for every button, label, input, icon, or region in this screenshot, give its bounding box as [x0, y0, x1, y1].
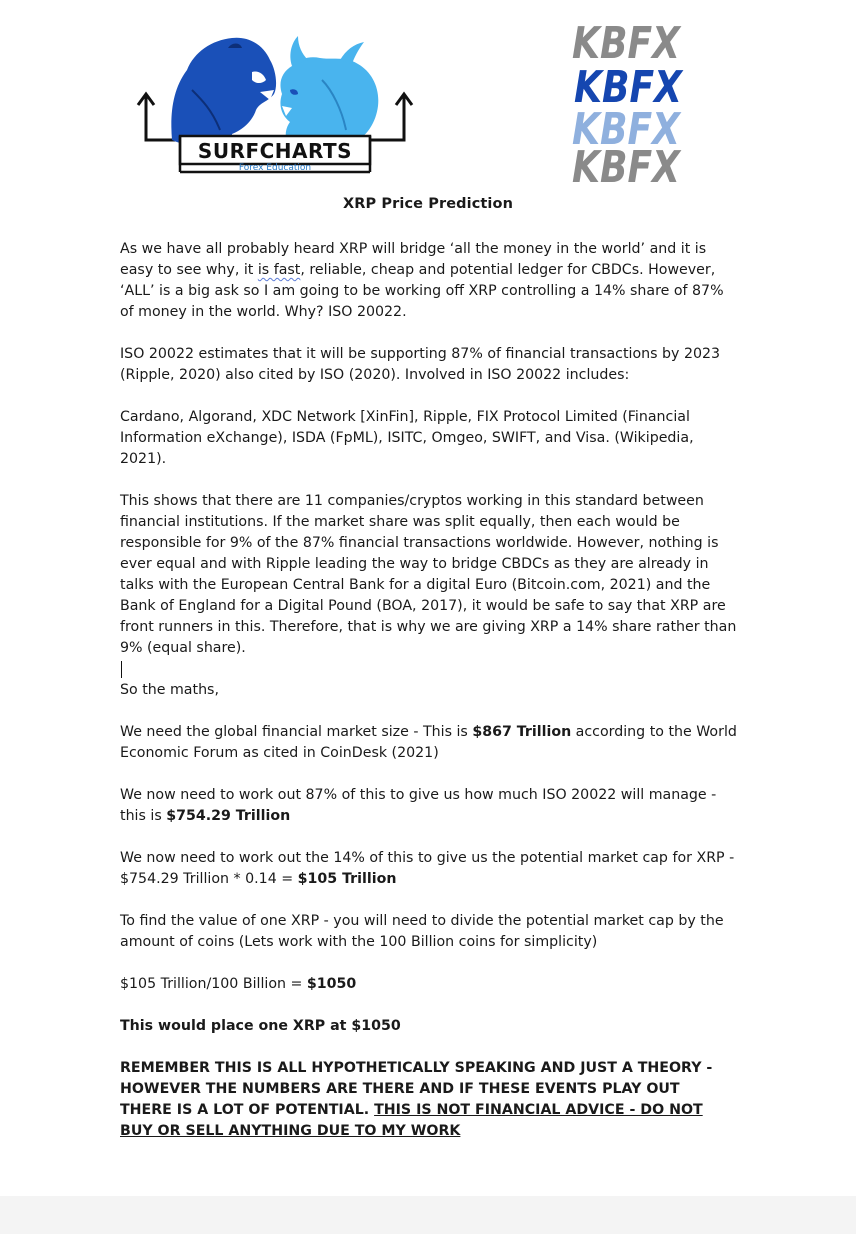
paragraph-iso-members: Cardano, Algorand, XDC Network [XinFin], Ripple, FIX Protocol Limited (Financial Information eXchange), ISDA (FpML), ISITC, Omgeo, SWIFT, and Visa. (Wikipedia, 2021).	[120, 409, 694, 467]
surfcharts-tagline: Forex Education	[238, 163, 312, 173]
paragraph-calculation: $105 Trillion/100 Billion = $1050	[120, 976, 357, 992]
kbfx-line-3: KBFX	[572, 104, 682, 155]
bull-icon	[280, 36, 378, 148]
page-title: XRP Price Prediction	[343, 196, 513, 212]
kbfx-line-4: KBFX	[572, 142, 682, 193]
surfcharts-logo	[132, 30, 417, 178]
kbfx-logo	[568, 18, 686, 193]
kbfx-line-1: KBFX	[572, 18, 682, 69]
not-financial-advice: THIS IS NOT FINANCIAL ADVICE - DO NOT BUY OR SELL ANYTHING DUE TO MY WORK	[120, 1102, 703, 1139]
paragraph-market-share: This shows that there are 11 companies/cryptos working in this standard between financial institutions. If the market share was split equally, then each would be responsible for 9% of the 87% financial transactions worldwide. However, nothing is ever equal and with Ripple leading the way to bridge CBDCs as they are already in talks with the European Central Bank for a digital Euro (Bitcoin.com, 2021) and the Bank of England for a Digital Pound (BOA, 2017), it would be safe to say that XRP are front runners in this. Therefore, that is why we are giving XRP a 14% share rather than 9% (equal share).	[120, 493, 737, 656]
surfcharts-brand: SURFCHARTS	[197, 139, 353, 163]
paragraph-disclaimer: REMEMBER THIS IS ALL HYPOTHETICALLY SPEAKING AND JUST A THEORY - HOWEVER THE NUMBERS ARE THERE AND IF THESE EVENTS PLAY OUT THERE IS A LOT OF POTENTIAL. THIS IS NOT FINANCIAL ADVICE - DO NOT BUY OR SELL ANYTHING DUE TO MY WORK	[120, 1060, 713, 1139]
paragraph-iso-estimate: ISO 20022 estimates that it will be supporting 87% of financial transactions by 2023 (Ripple, 2020) also cited by ISO (2020). Involved in ISO 20022 includes:	[120, 346, 721, 383]
paragraph-market-size: We need the global financial market size - This is $867 Trillion according to the World Economic Forum as cited in CoinDesk (2021)	[120, 724, 737, 761]
page-edge	[0, 1196, 856, 1234]
paragraph-maths-intro: So the maths,	[120, 682, 219, 698]
kbfx-line-2: KBFX	[574, 62, 684, 113]
paragraph-conclusion: This would place one XRP at $1050	[120, 1018, 401, 1034]
bear-icon	[171, 38, 276, 148]
paragraph-value-method: To find the value of one XRP - you will need to divide the potential market cap by the amount of coins (Lets work with the 100 Billion coins for simplicity)	[120, 913, 724, 950]
text-cursor	[121, 661, 122, 678]
paragraph-iso-managed: We now need to work out 87% of this to give us how much ISO 20022 will manage - this is $754.29 Trillion	[120, 787, 717, 824]
paragraph-intro: As we have all probably heard XRP will bridge ‘all the money in the world’ and it is easy to see why, it is fast, reliable, cheap and potential ledger for CBDCs. However, ‘ALL’ is a big ask so I am going to be working off XRP controlling a 14% share of 87% of money in the world. Why? ISO 20022.	[120, 241, 724, 320]
spellcheck-word: is fast	[257, 262, 301, 278]
paragraph-market-cap: We now need to work out the 14% of this to give us the potential market cap for XRP - $754.29 Trillion * 0.14 = $105 Trillion	[120, 850, 735, 887]
